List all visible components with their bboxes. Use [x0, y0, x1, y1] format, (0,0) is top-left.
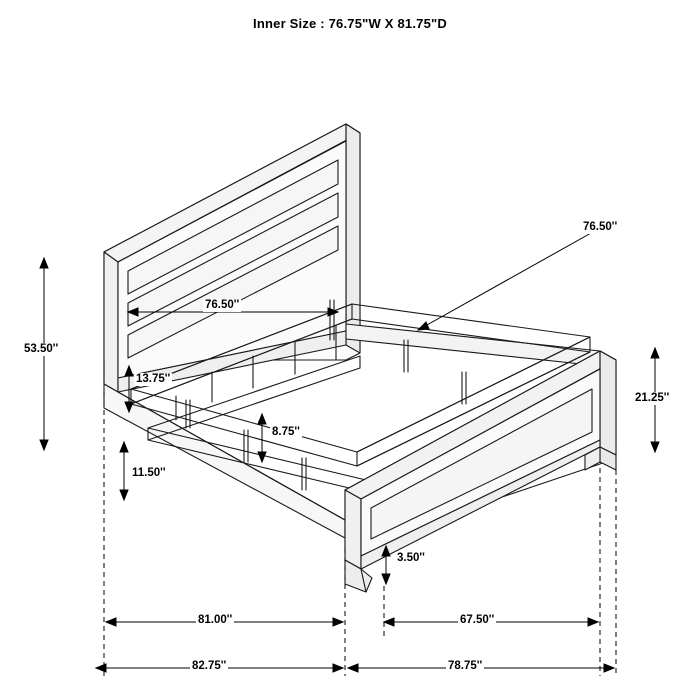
label-side-rail-height: 11.50'' — [132, 467, 166, 479]
label-footboard-height: 21.25'' — [635, 392, 670, 404]
label-center-support-height: 8.75'' — [272, 426, 300, 438]
label-overall-width: 78.75'' — [448, 660, 483, 672]
page-title: Inner Size : 76.75"W X 81.75"D — [253, 16, 447, 31]
label-overall-length: 82.75'' — [192, 660, 227, 672]
headboard — [104, 124, 360, 392]
label-footboard-callout: 76.50'' — [583, 221, 618, 233]
dim-foot-clearance — [382, 546, 390, 584]
dim-footboard-callout — [418, 228, 600, 330]
label-footboard-inner-width: 67.50'' — [460, 614, 495, 626]
label-headboard-height: 53.50'' — [24, 343, 59, 355]
dim-side-rail-height — [120, 442, 128, 500]
label-headboard-width: 76.50'' — [205, 299, 240, 311]
dim-center-support-height — [258, 414, 266, 462]
label-slat-to-rail: 13.75'' — [136, 373, 171, 385]
label-foot-clearance: 3.50'' — [397, 552, 425, 564]
label-inner-length: 81.00'' — [198, 614, 233, 626]
